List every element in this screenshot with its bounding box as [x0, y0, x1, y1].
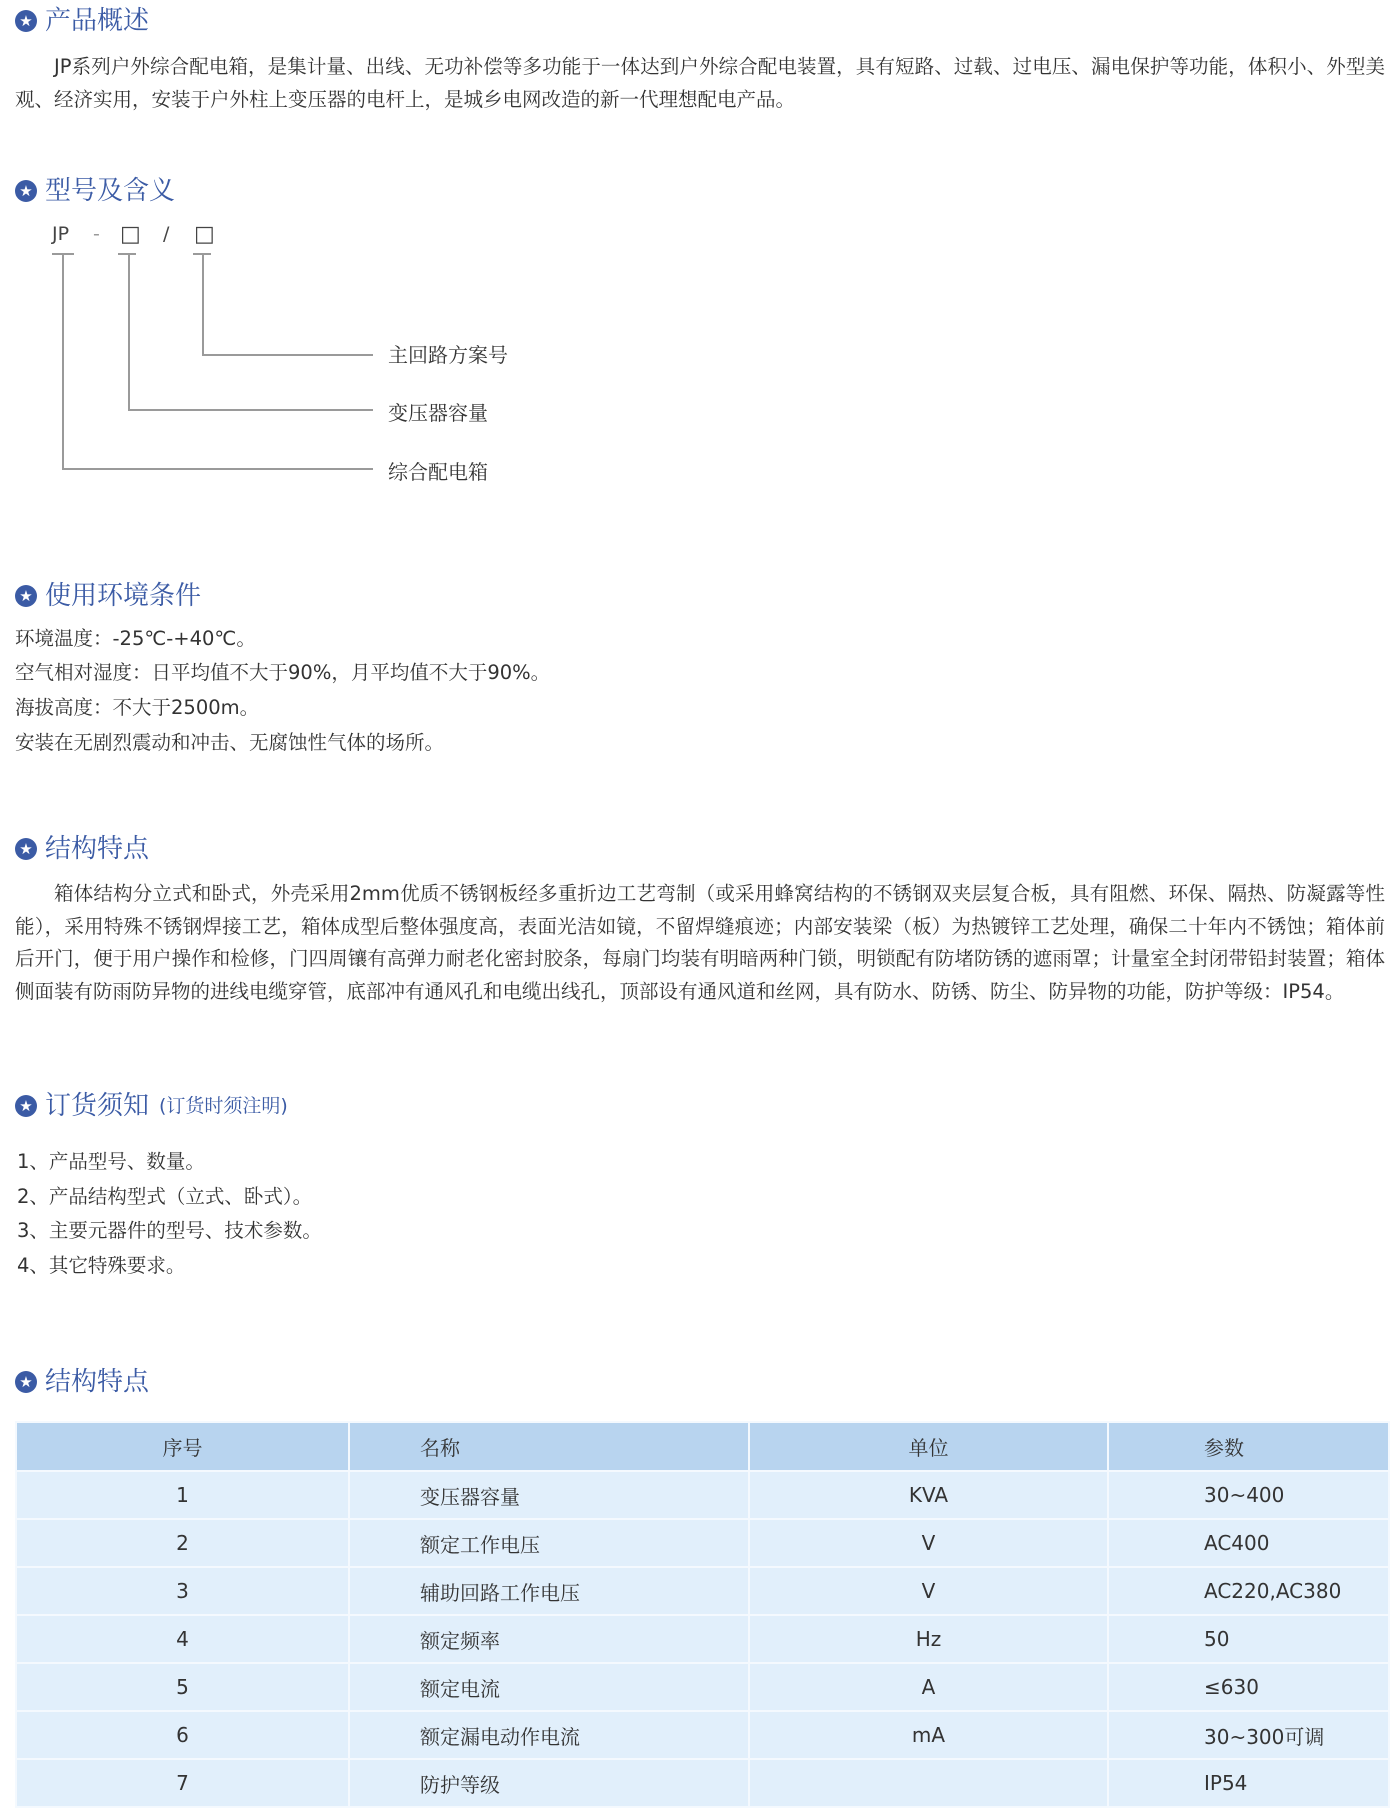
diagram-connector	[62, 254, 64, 469]
star-circle-icon: ★	[15, 10, 37, 32]
cell-unit: V	[749, 1567, 1108, 1615]
ordering-item: 3、主要元器件的型号、技术参数。	[17, 1219, 322, 1242]
cell-param: IP54	[1108, 1759, 1389, 1807]
table-row	[16, 1759, 1389, 1807]
header-param: 参数	[1108, 1422, 1389, 1471]
table-header-row	[16, 1422, 1389, 1471]
model-label-scheme: 主回路方案号	[388, 343, 508, 367]
star-circle-icon: ★	[15, 1371, 37, 1393]
table-row	[16, 1471, 1389, 1519]
diagram-connector	[202, 254, 204, 355]
cell-param: 30~400	[1108, 1471, 1389, 1519]
cell-name: 额定漏电动作电流	[349, 1711, 749, 1759]
model-code-slash: /	[163, 223, 170, 245]
model-code-box-scheme: □	[194, 222, 215, 247]
cell-name: 额定工作电压	[349, 1519, 749, 1567]
table-row	[16, 1663, 1389, 1711]
overview-paragraph: JP系列户外综合配电箱，是集计量、出线、无功补偿等多功能于一体达到户外综合配电装置，具有短路、过载、过电压、漏电保护等功能，体积小、外型美观、经济实用，安装于户外柱上变压器的电杆上，是城乡电网改造的新一代理想配电产品。	[15, 55, 1385, 111]
cell-index: 3	[16, 1567, 349, 1615]
section-title-ordering	[15, 1089, 288, 1123]
cell-param: 50	[1108, 1615, 1389, 1663]
table-row	[16, 1711, 1389, 1759]
model-code-box-capacity: □	[120, 222, 141, 247]
table-row	[16, 1519, 1389, 1567]
cell-param: 30~300可调	[1108, 1711, 1389, 1759]
diagram-connector	[128, 254, 130, 410]
cell-param: ≤630	[1108, 1663, 1389, 1711]
section-title-text: 结构特点	[45, 1367, 150, 1397]
ordering-item: 1、产品型号、数量。	[17, 1150, 205, 1173]
cell-unit	[749, 1759, 1108, 1807]
section-subtitle: (订货时须注明)	[159, 1095, 288, 1117]
cell-unit: V	[749, 1519, 1108, 1567]
diagram-connector	[128, 409, 373, 411]
cell-index: 4	[16, 1615, 349, 1663]
cell-unit: mA	[749, 1711, 1108, 1759]
header-unit: 单位	[749, 1422, 1108, 1471]
cell-param: AC400	[1108, 1519, 1389, 1567]
model-label-capacity: 变压器容量	[388, 401, 488, 425]
section-title-text: 型号及含义	[45, 176, 176, 206]
section-title-text: 产品概述	[45, 6, 150, 36]
environment-line: 环境温度：-25℃-+40℃。	[15, 627, 256, 650]
environment-line: 安装在无剧烈震动和冲击、无腐蚀性气体的场所。	[15, 731, 445, 754]
section-title-structure	[15, 832, 149, 866]
table-row	[16, 1567, 1389, 1615]
cell-name: 防护等级	[349, 1759, 749, 1807]
star-circle-icon: ★	[15, 1095, 37, 1117]
cell-index: 2	[16, 1519, 349, 1567]
cell-name: 额定频率	[349, 1615, 749, 1663]
cell-param: AC220,AC380	[1108, 1567, 1389, 1615]
environment-line: 空气相对湿度：日平均值不大于90%，月平均值不大于90%。	[15, 661, 551, 684]
section-title-overview	[15, 4, 149, 38]
cell-unit: A	[749, 1663, 1108, 1711]
header-name: 名称	[349, 1422, 749, 1471]
header-index: 序号	[16, 1422, 349, 1471]
section-title-text: 订货须知	[45, 1091, 150, 1121]
ordering-item: 4、其它特殊要求。	[17, 1254, 186, 1277]
cell-index: 7	[16, 1759, 349, 1807]
cell-index: 5	[16, 1663, 349, 1711]
section-title-specs	[15, 1365, 149, 1399]
star-circle-icon: ★	[15, 180, 37, 202]
star-circle-icon: ★	[15, 838, 37, 860]
cell-name: 变压器容量	[349, 1471, 749, 1519]
cell-index: 6	[16, 1711, 349, 1759]
cell-name: 额定电流	[349, 1663, 749, 1711]
diagram-tick	[118, 253, 136, 255]
model-code-prefix: JP	[52, 223, 70, 245]
table-row	[16, 1615, 1389, 1663]
star-circle-icon: ★	[15, 585, 37, 607]
ordering-item: 2、产品结构型式（立式、卧式）。	[17, 1185, 313, 1208]
cell-name: 辅助回路工作电压	[349, 1567, 749, 1615]
cell-unit: KVA	[749, 1471, 1108, 1519]
cell-index: 1	[16, 1471, 349, 1519]
diagram-connector	[202, 354, 373, 356]
diagram-connector	[62, 468, 373, 470]
section-title-environment	[15, 579, 201, 613]
environment-line: 海拔高度：不大于2500m。	[15, 696, 260, 719]
model-code-dash: -	[93, 223, 100, 245]
model-label-box: 综合配电箱	[388, 460, 488, 484]
section-title-model	[15, 174, 175, 208]
spec-table	[15, 1421, 1390, 1808]
structure-paragraph: 箱体结构分立式和卧式，外壳采用2mm优质不锈钢板经多重折边工艺弯制（或采用蜂窝结构的不锈钢双夹层复合板，具有阻燃、环保、隔热、防凝露等性能），采用特殊不锈钢焊接工艺，箱体成型后整体强度高，表面光洁如镜，不留焊缝痕迹；内部安装梁（板）为热镀锌工艺处理，确保二十年内不锈蚀；箱体前后开门，便于用户操作和检修，门四周镶有高弹力耐老化密封胶条，每扇门均装有明暗两种门锁，明锁配有防堵防锈的遮雨罩；计量室全封闭带铅封装置；箱体侧面装有防雨防异物的进线电缆穿管，底部冲有通风孔和电缆出线孔，顶部设有通风道和丝网，具有防水、防锈、防尘、防异物的功能，防护等级：IP54。	[15, 882, 1385, 1003]
section-title-text: 结构特点	[45, 834, 150, 864]
section-title-text: 使用环境条件	[45, 581, 202, 611]
cell-unit: Hz	[749, 1615, 1108, 1663]
